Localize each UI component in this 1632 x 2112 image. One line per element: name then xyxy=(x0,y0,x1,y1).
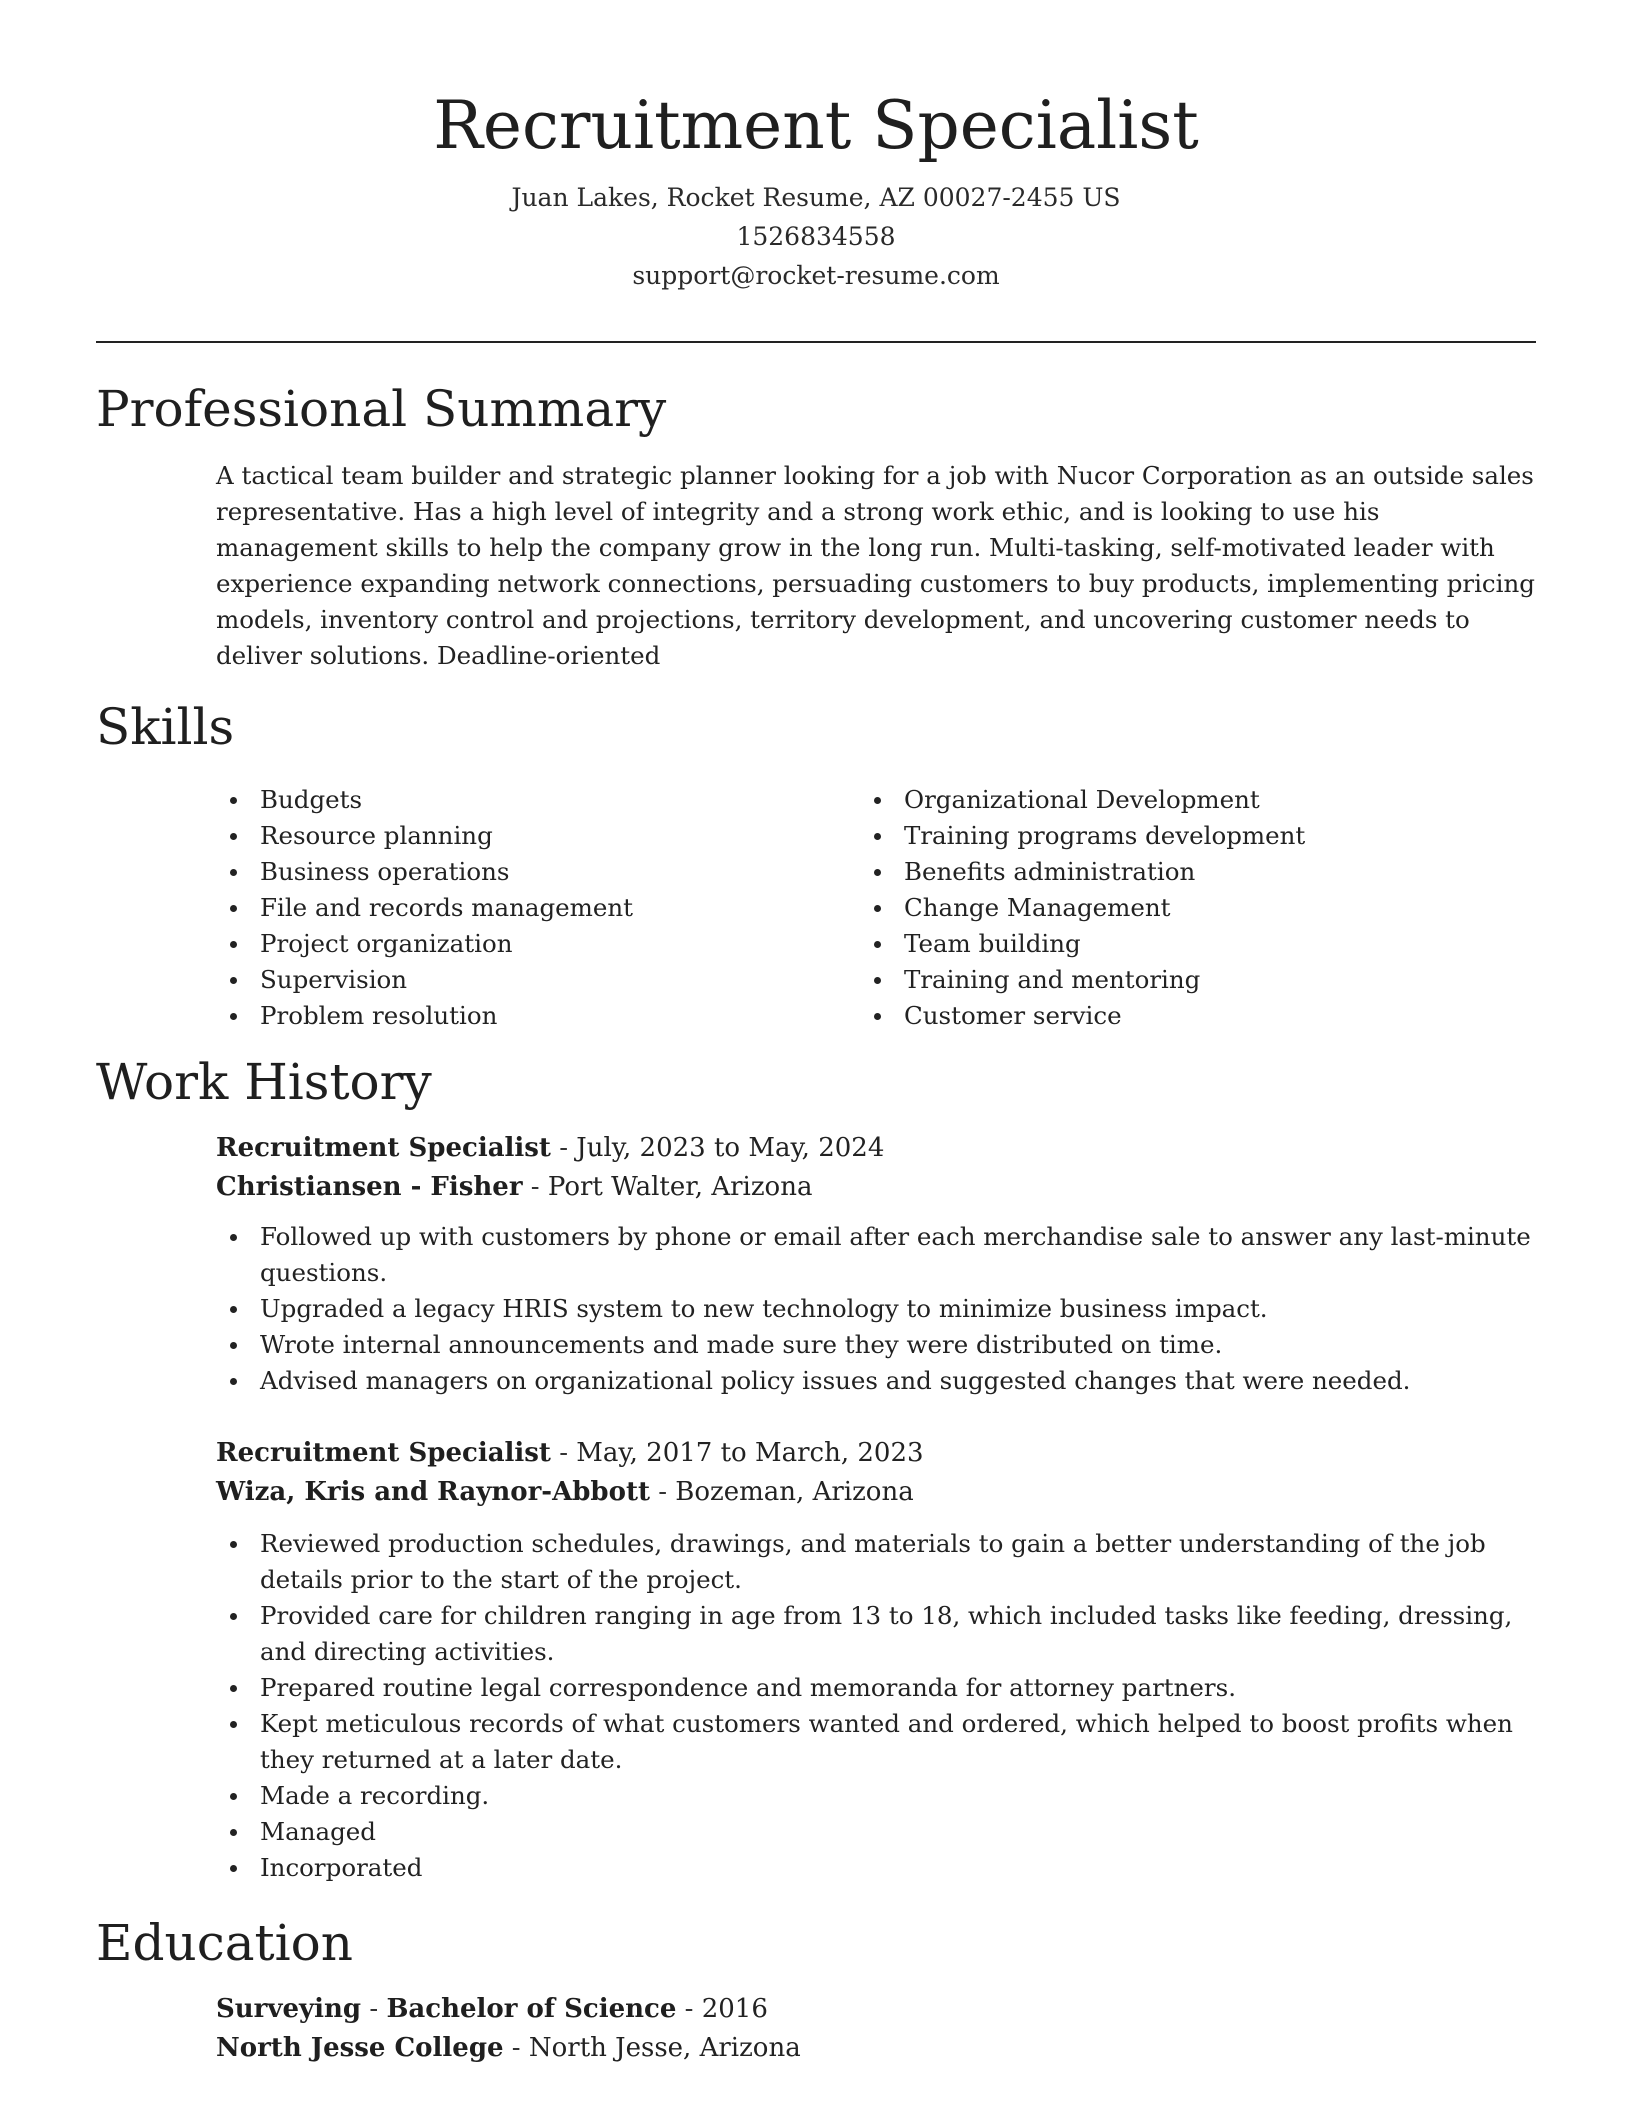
education-school: North Jesse College xyxy=(216,2033,504,2063)
skill-item: Problem resolution xyxy=(260,998,856,1034)
education-field: Surveying xyxy=(216,1994,362,2024)
job-title-line xyxy=(216,1434,1541,1473)
resume-header xyxy=(0,84,1632,295)
job-position: Recruitment Specialist xyxy=(216,1133,551,1163)
contact-address: Juan Lakes, Rocket Resume, AZ 00027-2455 US xyxy=(511,183,1121,212)
contact-phone: 1526834558 xyxy=(736,222,896,251)
job-separator: - xyxy=(550,1438,577,1468)
skill-item: Project organization xyxy=(260,926,856,962)
job-dates: July, 2023 to May, 2024 xyxy=(576,1133,885,1163)
skill-item: File and records management xyxy=(260,890,856,926)
education-location: North Jesse, Arizona xyxy=(528,2033,801,2063)
job-entry xyxy=(216,1434,1541,1886)
job-bullets xyxy=(216,1219,1541,1399)
skills-list-right xyxy=(860,782,1500,1034)
job-bullet: Prepared routine legal correspondence and memoranda for attorney partners. xyxy=(260,1670,1541,1706)
job-location: Port Walter, Arizona xyxy=(547,1172,813,1202)
skill-item: Supervision xyxy=(260,962,856,998)
job-position: Recruitment Specialist xyxy=(216,1438,551,1468)
skill-item: Budgets xyxy=(260,782,856,818)
skill-item: Business operations xyxy=(260,854,856,890)
education-heading: Education xyxy=(96,1914,353,1972)
contact-info xyxy=(0,178,1632,295)
work-history-heading: Work History xyxy=(96,1053,432,1111)
education-separator: - xyxy=(503,2033,529,2063)
job-bullet: Kept meticulous records of what customers wanted and ordered, which helped to boost profits when they returned at a later date. xyxy=(260,1706,1541,1778)
education-year: 2016 xyxy=(701,1994,768,2024)
job-bullet: Made a recording. xyxy=(260,1778,1541,1814)
job-bullet: Provided care for children ranging in age from 13 to 18, which included tasks like feeding, dressing, and directing activities. xyxy=(260,1598,1541,1670)
contact-email: support@rocket-resume.com xyxy=(632,261,1000,290)
summary-text: A tactical team builder and strategic planner looking for a job with Nucor Corporation as an outside sales representative. Has a high level of integrity and a strong work ethic, and is looking to use his management skills to help the company grow in the long run. Multi-tasking, self-motivated leader with experience expanding network connections, persuading customers to buy products, implementing pricing models, inventory control and projections, territory development, and uncovering customer needs to deliver solutions. Deadline-oriented xyxy=(216,461,1535,670)
job-bullet: Managed xyxy=(260,1814,1541,1850)
job-separator: - xyxy=(522,1172,548,1202)
job-title-line xyxy=(216,1129,1541,1168)
education-entry xyxy=(216,1990,1541,2068)
job-company: Christiansen - Fisher xyxy=(216,1172,523,1202)
education-school-line xyxy=(216,2029,1541,2068)
job-bullet: Upgraded a legacy HRIS system to new technology to minimize business impact. xyxy=(260,1291,1541,1327)
education-degree-line xyxy=(216,1990,1541,2029)
skills-column-left xyxy=(216,782,856,1034)
job-entry xyxy=(216,1129,1541,1399)
job-separator: - xyxy=(649,1477,676,1507)
job-bullets xyxy=(216,1526,1541,1886)
skill-item: Resource planning xyxy=(260,818,856,854)
skills-list-left xyxy=(216,782,856,1034)
skills-column-right xyxy=(860,782,1500,1034)
education-separator: - xyxy=(361,1994,387,2024)
skill-item: Team building xyxy=(904,926,1500,962)
job-bullet: Followed up with customers by phone or email after each merchandise sale to answer any last-minute questions. xyxy=(260,1219,1541,1291)
skill-item: Training and mentoring xyxy=(904,962,1500,998)
job-dates: May, 2017 to March, 2023 xyxy=(576,1438,924,1468)
job-company: Wiza, Kris and Raynor-Abbott xyxy=(216,1477,650,1507)
job-bullet: Advised managers on organizational policy issues and suggested changes that were needed. xyxy=(260,1363,1541,1399)
job-bullet: Reviewed production schedules, drawings, and materials to gain a better understanding of the job details prior to the start of the project. xyxy=(260,1526,1541,1598)
header-divider xyxy=(96,341,1536,343)
skill-item: Change Management xyxy=(904,890,1500,926)
job-separator: - xyxy=(550,1133,577,1163)
job-location: Bozeman, Arizona xyxy=(675,1477,914,1507)
job-bullet: Wrote internal announcements and made sure they were distributed on time. xyxy=(260,1327,1541,1363)
education-separator: - xyxy=(676,1994,702,2024)
skills-heading: Skills xyxy=(96,698,235,756)
skill-item: Training programs development xyxy=(904,818,1500,854)
education-degree: Bachelor of Science xyxy=(386,1994,677,2024)
job-bullet: Incorporated xyxy=(260,1850,1541,1886)
skill-item: Organizational Development xyxy=(904,782,1500,818)
skill-item: Customer service xyxy=(904,998,1500,1034)
job-company-line xyxy=(216,1168,1541,1207)
summary-heading: Professional Summary xyxy=(96,380,667,438)
skill-item: Benefits administration xyxy=(904,854,1500,890)
job-company-line xyxy=(216,1473,1541,1512)
resume-name: Recruitment Specialist xyxy=(433,87,1199,164)
